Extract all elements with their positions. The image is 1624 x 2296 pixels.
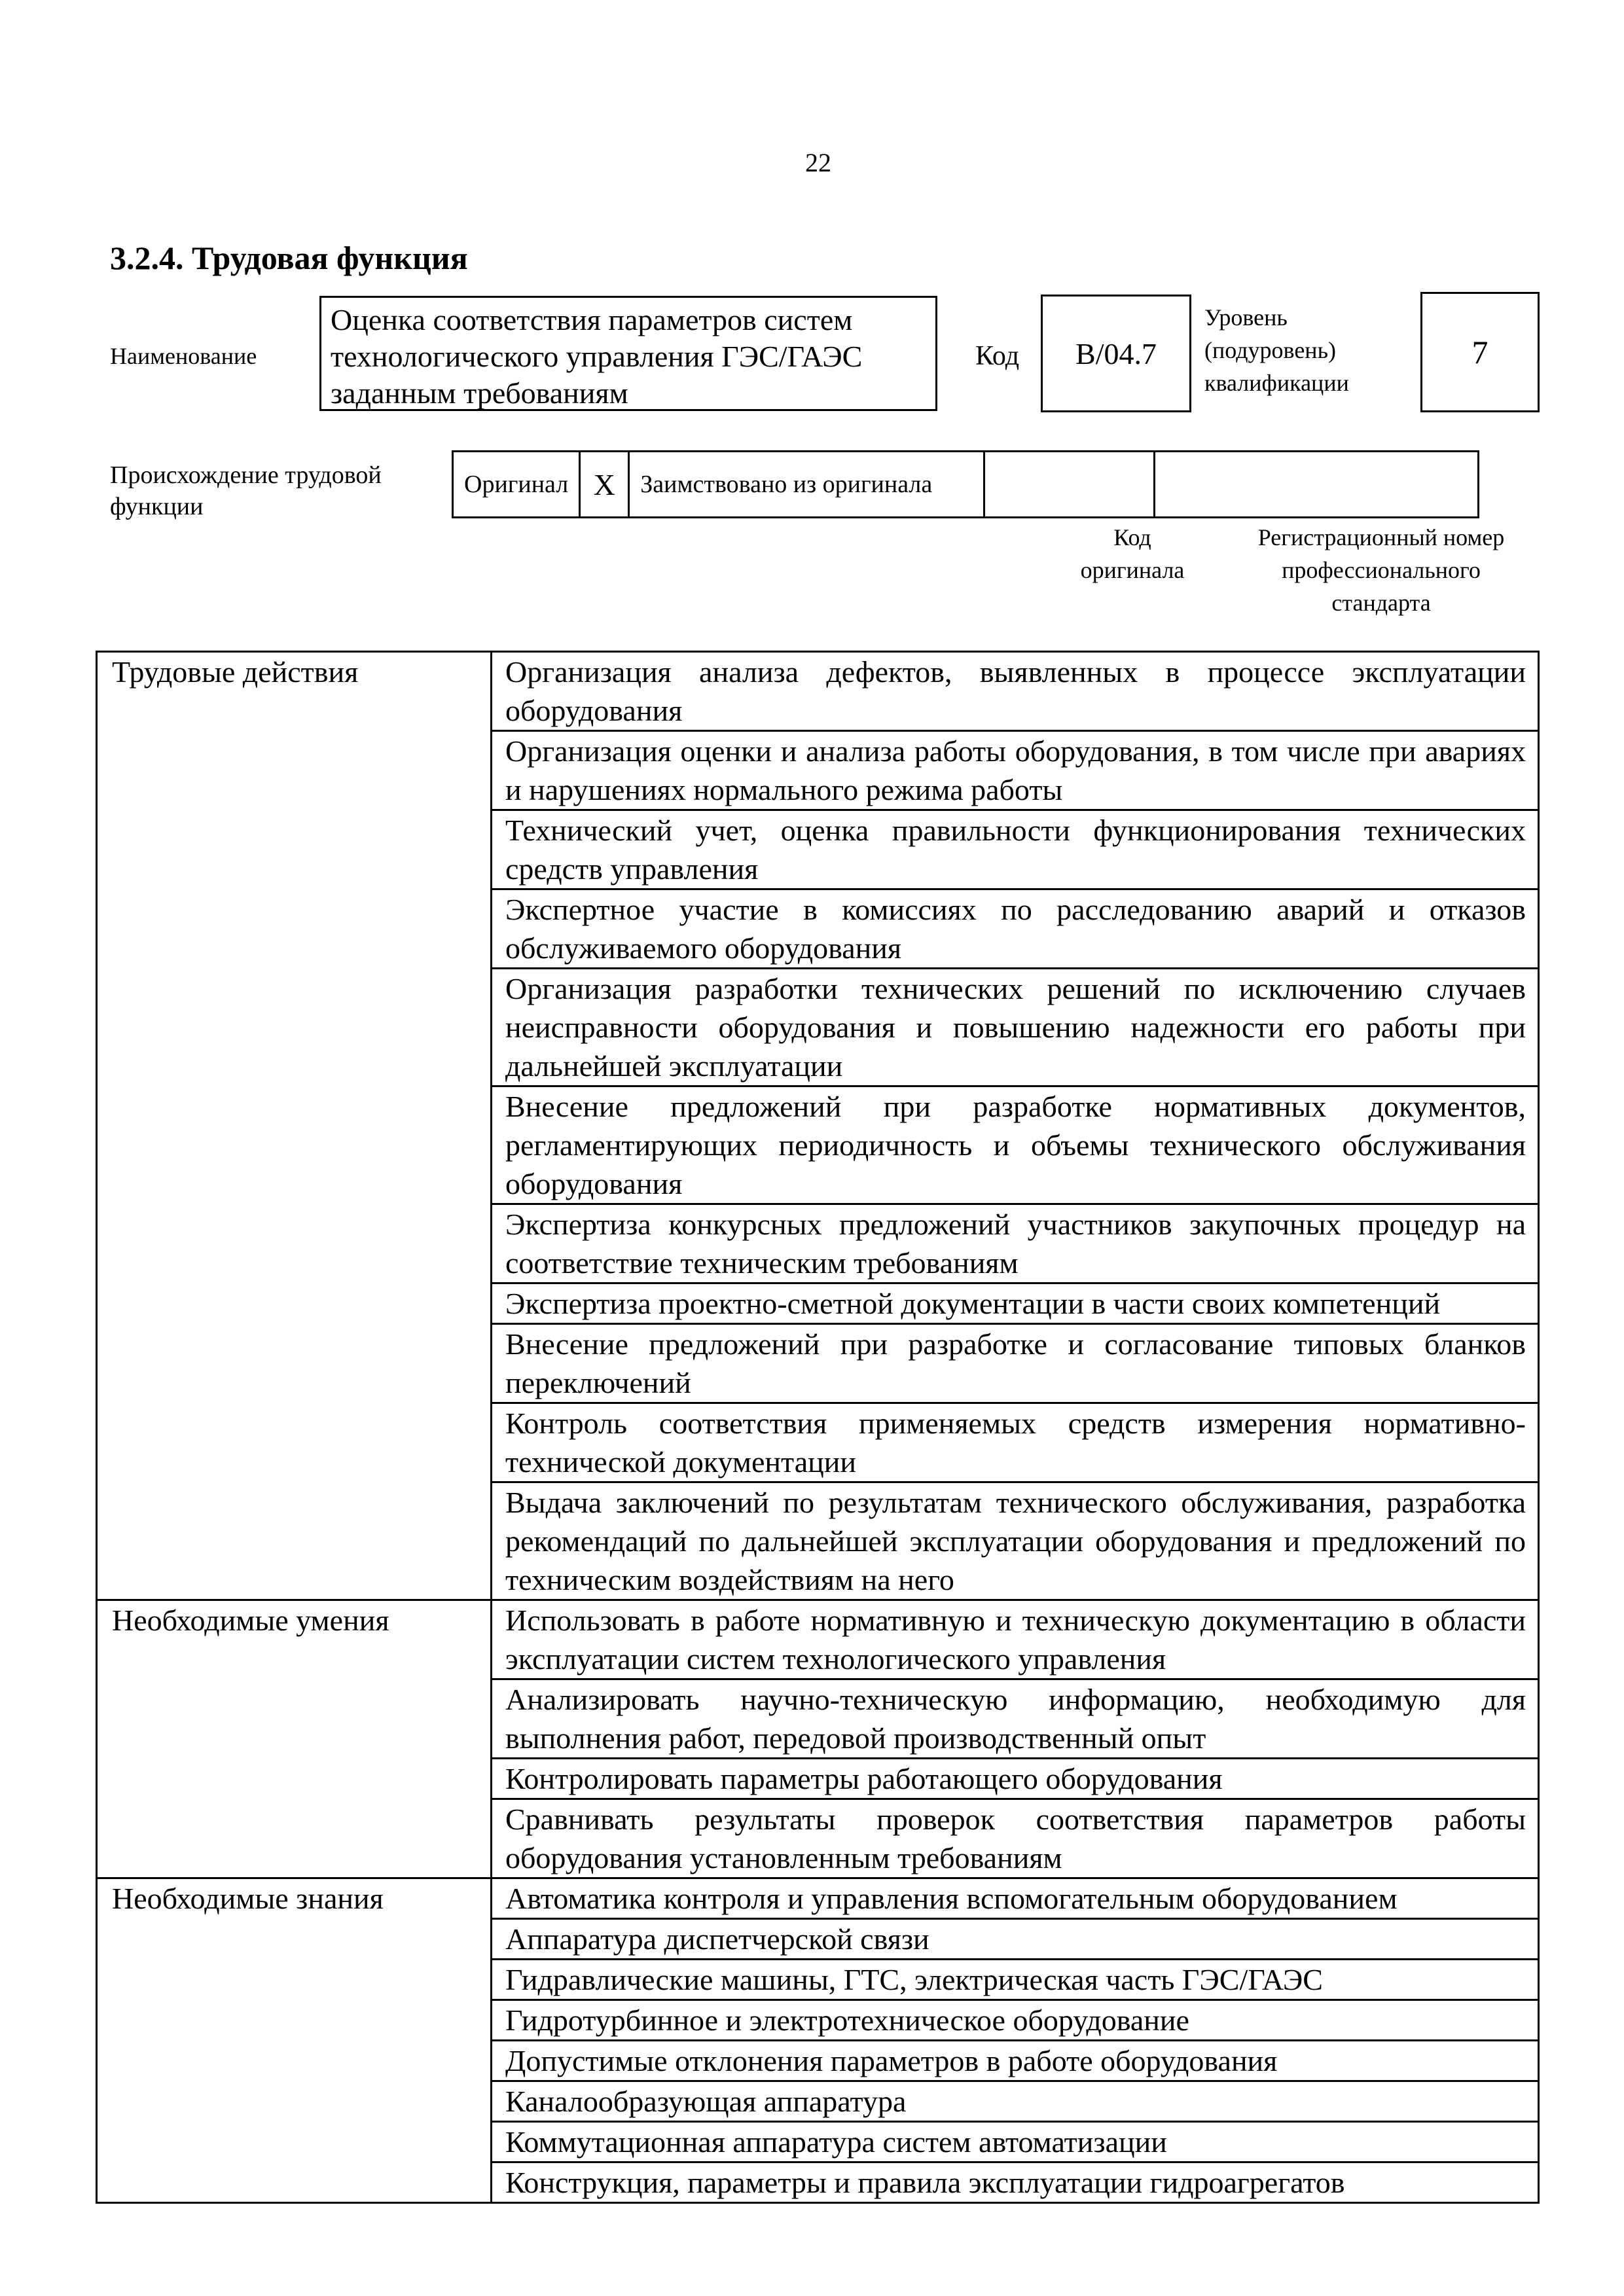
origin-label [110, 459, 382, 522]
knowledge-item: Коммутационная аппаратура систем автоматизации [492, 2122, 1539, 2162]
level-value: 7 [1420, 292, 1540, 412]
borrowed-label: Заимствовано из оригинала [629, 452, 984, 518]
knowledge-category-label: Необходимые знания [97, 1878, 492, 2203]
page-number: 22 [805, 148, 831, 177]
skills-category-label: Необходимые умения [97, 1600, 492, 1878]
knowledge-item: Гидравлические машины, ГТС, электрическая часть ГЭС/ГАЭС [492, 1960, 1539, 2000]
actions-item: Экспертиза проектно-сметной документации в части своих компетенций [492, 1283, 1539, 1324]
table-row [97, 1878, 1539, 1919]
skills-item: Контролировать параметры работающего оборудования [492, 1759, 1539, 1799]
caption-line: профессионального [1282, 557, 1481, 583]
name-label: Наименование [110, 343, 257, 369]
actions-item: Организация разработки технических решений по исключению случаев неисправности оборудования и повышению надежности его работы при дальнейшей эксплуатации [492, 969, 1539, 1086]
reg-number-caption [1218, 521, 1545, 619]
knowledge-item: Автоматика контроля и управления вспомогательным оборудованием [492, 1878, 1539, 1919]
code-original-caption [1047, 521, 1218, 586]
actions-item: Экспертное участие в комиссиях по расследованию аварий и отказов обслуживаемого оборудования [492, 889, 1539, 969]
caption-line: Код [1113, 524, 1151, 550]
function-table [96, 651, 1540, 2204]
original-mark: X [580, 452, 629, 518]
knowledge-item: Аппаратура диспетчерской связи [492, 1919, 1539, 1960]
code-value: B/04.7 [1041, 295, 1191, 412]
level-label-line: Уровень [1204, 304, 1288, 331]
level-label-line: квалификации [1204, 370, 1349, 396]
actions-item: Внесение предложений при разработке нормативных документов, регламентирующих периодичность и объемы технического обслуживания оборудования [492, 1086, 1539, 1204]
skills-item: Использовать в работе нормативную и техническую документацию в области эксплуатации систем технологического управления [492, 1600, 1539, 1679]
code-label: Код [975, 341, 1020, 371]
original-label: Оригинал [453, 452, 580, 518]
knowledge-item: Допустимые отклонения параметров в работе оборудования [492, 2041, 1539, 2081]
code-original-cell [984, 452, 1155, 518]
level-label-line: (подуровень) [1204, 337, 1336, 363]
actions-item: Технический учет, оценка правильности функционирования технических средств управления [492, 810, 1539, 889]
actions-item: Внесение предложений при разработке и согласование типовых бланков переключений [492, 1324, 1539, 1403]
actions-item: Организация анализа дефектов, выявленных в процессе эксплуатации оборудования [492, 652, 1539, 731]
function-name-box: Оценка соответствия параметров систем технологического управления ГЭС/ГАЭС заданным требованиям [319, 296, 937, 411]
actions-item: Контроль соответствия применяемых средств измерения нормативно-технической документации [492, 1403, 1539, 1482]
section-title: 3.2.4. Трудовая функция [110, 240, 468, 276]
actions-item: Выдача заключений по результатам технического обслуживания, разработка рекомендаций по дальнейшей эксплуатации оборудования и предложений по техническим воздействиям на него [492, 1482, 1539, 1600]
knowledge-item: Каналообразующая аппаратура [492, 2081, 1539, 2122]
caption-line: оригинала [1080, 557, 1185, 583]
table-row [97, 652, 1539, 731]
knowledge-item: Гидротурбинное и электротехническое оборудование [492, 2000, 1539, 2041]
actions-category-label: Трудовые действия [97, 652, 492, 1600]
origin-table [452, 450, 1479, 518]
knowledge-item: Конструкция, параметры и правила эксплуатации гидроагрегатов [492, 2162, 1539, 2203]
origin-label-line: функции [110, 493, 204, 520]
actions-item: Организация оценки и анализа работы оборудования, в том числе при авариях и нарушениях нормального режима работы [492, 731, 1539, 810]
reg-number-cell [1155, 452, 1479, 518]
actions-item: Экспертиза конкурсных предложений участников закупочных процедур на соответствие техническим требованиям [492, 1204, 1539, 1283]
caption-line: стандарта [1331, 590, 1431, 616]
origin-label-line: Происхождение трудовой [110, 461, 382, 489]
skills-item: Сравнивать результаты проверок соответствия параметров работы оборудования установленным требованиям [492, 1799, 1539, 1878]
level-label [1204, 301, 1349, 399]
table-row [97, 1600, 1539, 1679]
skills-item: Анализировать научно-техническую информацию, необходимую для выполнения работ, передовой производственный опыт [492, 1679, 1539, 1759]
caption-line: Регистрационный номер [1257, 524, 1505, 550]
